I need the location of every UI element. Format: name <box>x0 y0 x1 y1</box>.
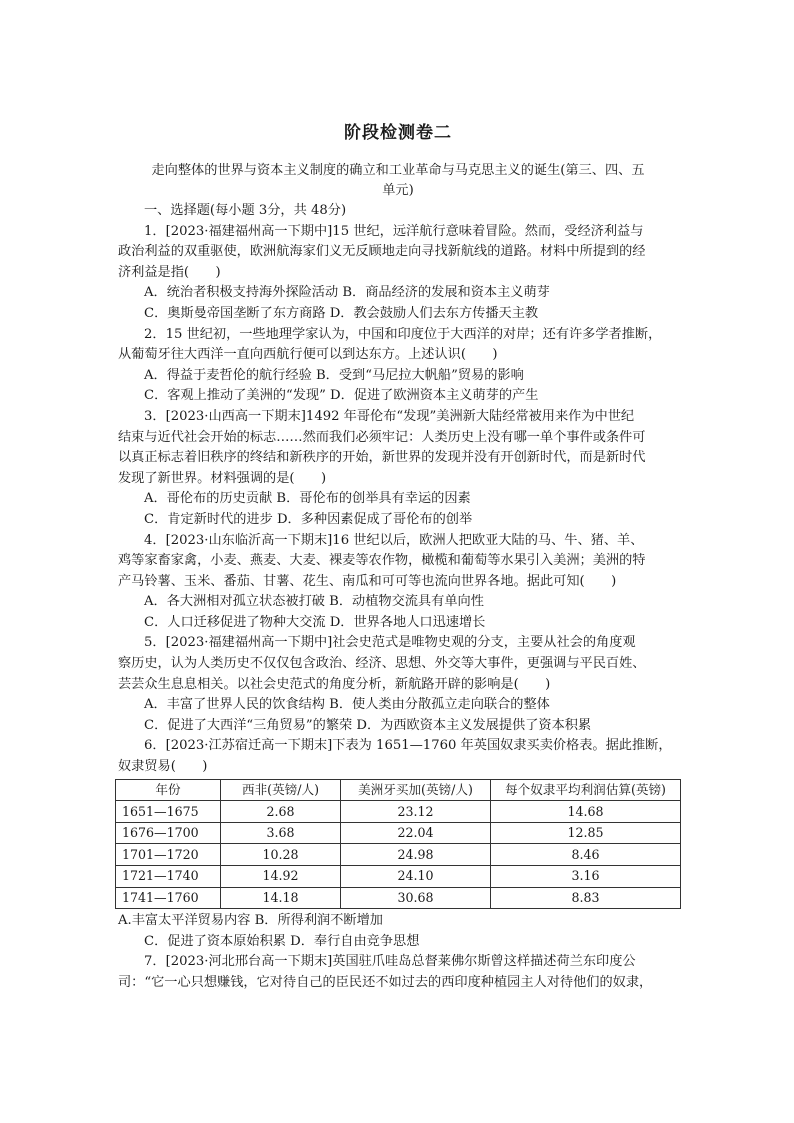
table-header-row <box>116 779 681 801</box>
table-cell: 1651—1675 <box>116 801 221 823</box>
question-line: 芸芸众生息息相关。以社会史范式的角度分析，新航路开辟的影响是( ) <box>118 676 551 692</box>
option-line-cd: C．人口迁移促进了物种大交流 D．世界各地人口迅速增长 <box>144 614 486 630</box>
question-line: 司：“它一心只想赚钱，它对待自己的臣民还不如过去的西印度种植园主人对待他们的奴隶， <box>118 974 653 990</box>
table-cell: 14.68 <box>491 801 681 823</box>
table-cell: 1676—1700 <box>116 822 221 844</box>
option-line-ab: A．哥伦布的历史贡献 B．哥伦布的创举具有幸运的因素 <box>144 491 471 507</box>
table-cell: 24.98 <box>341 844 491 866</box>
option-line-ab: A．得益于麦哲伦的航行经验 B．受到“马尼拉大帆船”贸易的影响 <box>144 367 524 383</box>
question-3 <box>118 407 678 531</box>
option-line-ab: A.丰富太平洋贸易内容 B．所得利润不断增加 <box>118 913 383 929</box>
question-line: 察历史，认为人类历史不仅仅包含政治、经济、思想、外交等大事件，更强调与平民百姓、 <box>118 656 646 672</box>
option-line-cd: C．促进了大西洋“三角贸易”的繁荣 D．为西欧资本主义发展提供了资本积累 <box>144 717 592 733</box>
table-cell: 3.68 <box>221 822 341 844</box>
option-line-ab: A．丰富了世界人民的饮食结构 B．使人类由分散孤立走向联合的整体 <box>144 697 550 713</box>
table-row <box>116 887 681 909</box>
subtitle-line-1: 走向整体的世界与资本主义制度的确立和工业革命与马克思主义的诞生(第三、四、五 <box>151 163 645 178</box>
table-header-cell: 每个奴隶平均利润估算(英镑) <box>491 779 681 801</box>
table-cell: 2.68 <box>221 801 341 823</box>
table-cell: 1701—1720 <box>116 844 221 866</box>
question-4 <box>118 531 678 634</box>
table-header-cell: 西非(英镑/人) <box>221 779 341 801</box>
option-line-cd: C．奥斯曼帝国垄断了东方商路 D．教会鼓励人们去东方传播天主教 <box>144 305 539 321</box>
table-cell: 1741—1760 <box>116 887 221 909</box>
question-2 <box>118 325 678 407</box>
exam-page <box>118 118 678 994</box>
table-header-cell: 年份 <box>116 779 221 801</box>
table-cell: 10.28 <box>221 844 341 866</box>
question-line: 3．[2023·山西高一下期末]1492 年哥伦布“发现”美洲新大陆经常被用来作为中世纪 <box>144 408 635 424</box>
table-cell: 1721—1740 <box>116 866 221 888</box>
table-cell: 3.16 <box>491 866 681 888</box>
question-7 <box>118 952 678 993</box>
question-line: 结束与近代社会开始的标志……然而我们必须牢记：人类历史上没有哪一单个事件或条件可 <box>118 429 646 445</box>
table-cell: 22.04 <box>341 822 491 844</box>
question-line: 政治利益的双重驱使，欧洲航海家们义无反顾地走向寻找新航线的道路。材料中所提到的经 <box>118 244 646 260</box>
table-cell: 8.46 <box>491 844 681 866</box>
question-line: 4．[2023·山东临沂高一下期末]16 世纪以后，欧洲人把欧亚大陆的马、牛、猪、羊、 <box>144 532 644 548</box>
slave-price-table <box>115 779 681 910</box>
question-line: 鸡等家畜家禽，小麦、燕麦、大麦、裸麦等农作物，橄榄和葡萄等水果引入美洲；美洲的特 <box>118 553 646 569</box>
table-cell: 23.12 <box>341 801 491 823</box>
option-line-ab: A．各大洲相对孤立状态被打破 B．动植物交流具有单向性 <box>144 594 484 610</box>
question-line: 5．[2023·福建福州高一下期中]社会史范式是唯物史观的分支，主要从社会的角度观 <box>144 635 636 651</box>
table-cell: 24.10 <box>341 866 491 888</box>
table-cell: 30.68 <box>341 887 491 909</box>
question-5 <box>118 633 678 736</box>
question-line: 从葡萄牙往大西洋一直向西航行便可以到达东方。上述认识( ) <box>118 347 498 363</box>
table-row <box>116 801 681 823</box>
option-line-ab: A．统治者积极支持海外探险活动 B．商品经济的发展和资本主义萌芽 <box>144 285 550 301</box>
table-cell: 14.18 <box>221 887 341 909</box>
question-line: 1．[2023·福建福州高一下期中]15 世纪，远洋航行意味着冒险。然而，受经济利益与 <box>144 223 644 239</box>
table-header-cell: 美洲牙买加(英镑/人) <box>341 779 491 801</box>
section-heading: 一、选择题(每小题 3分，共 48分) <box>144 203 347 218</box>
option-line-cd: C．肯定新时代的进步 D．多种因素促成了哥伦布的创举 <box>144 511 473 527</box>
table-row <box>116 866 681 888</box>
question-line: 2．15 世纪初，一些地理学家认为，中国和印度位于大西洋的对岸；还有许多学者推断， <box>144 326 662 342</box>
question-line: 奴隶贸易( ) <box>118 759 208 775</box>
option-line-cd: C．促进了资本原始积累 D．奉行自由竞争思想 <box>144 933 420 949</box>
question-line: 以真正标志着旧秩序的终结和新秩序的开始，新世界的发现并没有开创新时代，而是新时代 <box>118 450 646 466</box>
question-line: 济利益是指( ) <box>118 264 221 280</box>
page-title: 阶段检测卷二 <box>344 123 452 143</box>
table-row <box>116 822 681 844</box>
table-cell: 8.83 <box>491 887 681 909</box>
subtitle-line-2: 单元) <box>382 183 414 198</box>
question-line: 6．[2023·江苏宿迁高一下期末]下表为 1651—1760 年英国奴隶买卖价格表。据此推断， <box>144 738 672 754</box>
table-row <box>116 844 681 866</box>
option-line-cd: C．客观上推动了美洲的“发现” D．促进了欧洲资本主义萌芽的产生 <box>144 388 539 404</box>
table-cell: 12.85 <box>491 822 681 844</box>
question-line: 产马铃薯、玉米、番茄、甘薯、花生、南瓜和可可等也流向世界各地。据此可知( ) <box>118 573 617 589</box>
question-line: 发现了新世界。材料强调的是( ) <box>118 470 327 486</box>
question-6 <box>118 736 678 952</box>
question-line: 7．[2023·河北邢台高一下期末]英国驻爪哇岛总督莱佛尔斯曾这样描述荷兰东印度公 <box>144 954 636 970</box>
question-1 <box>118 222 678 325</box>
table-cell: 14.92 <box>221 866 341 888</box>
